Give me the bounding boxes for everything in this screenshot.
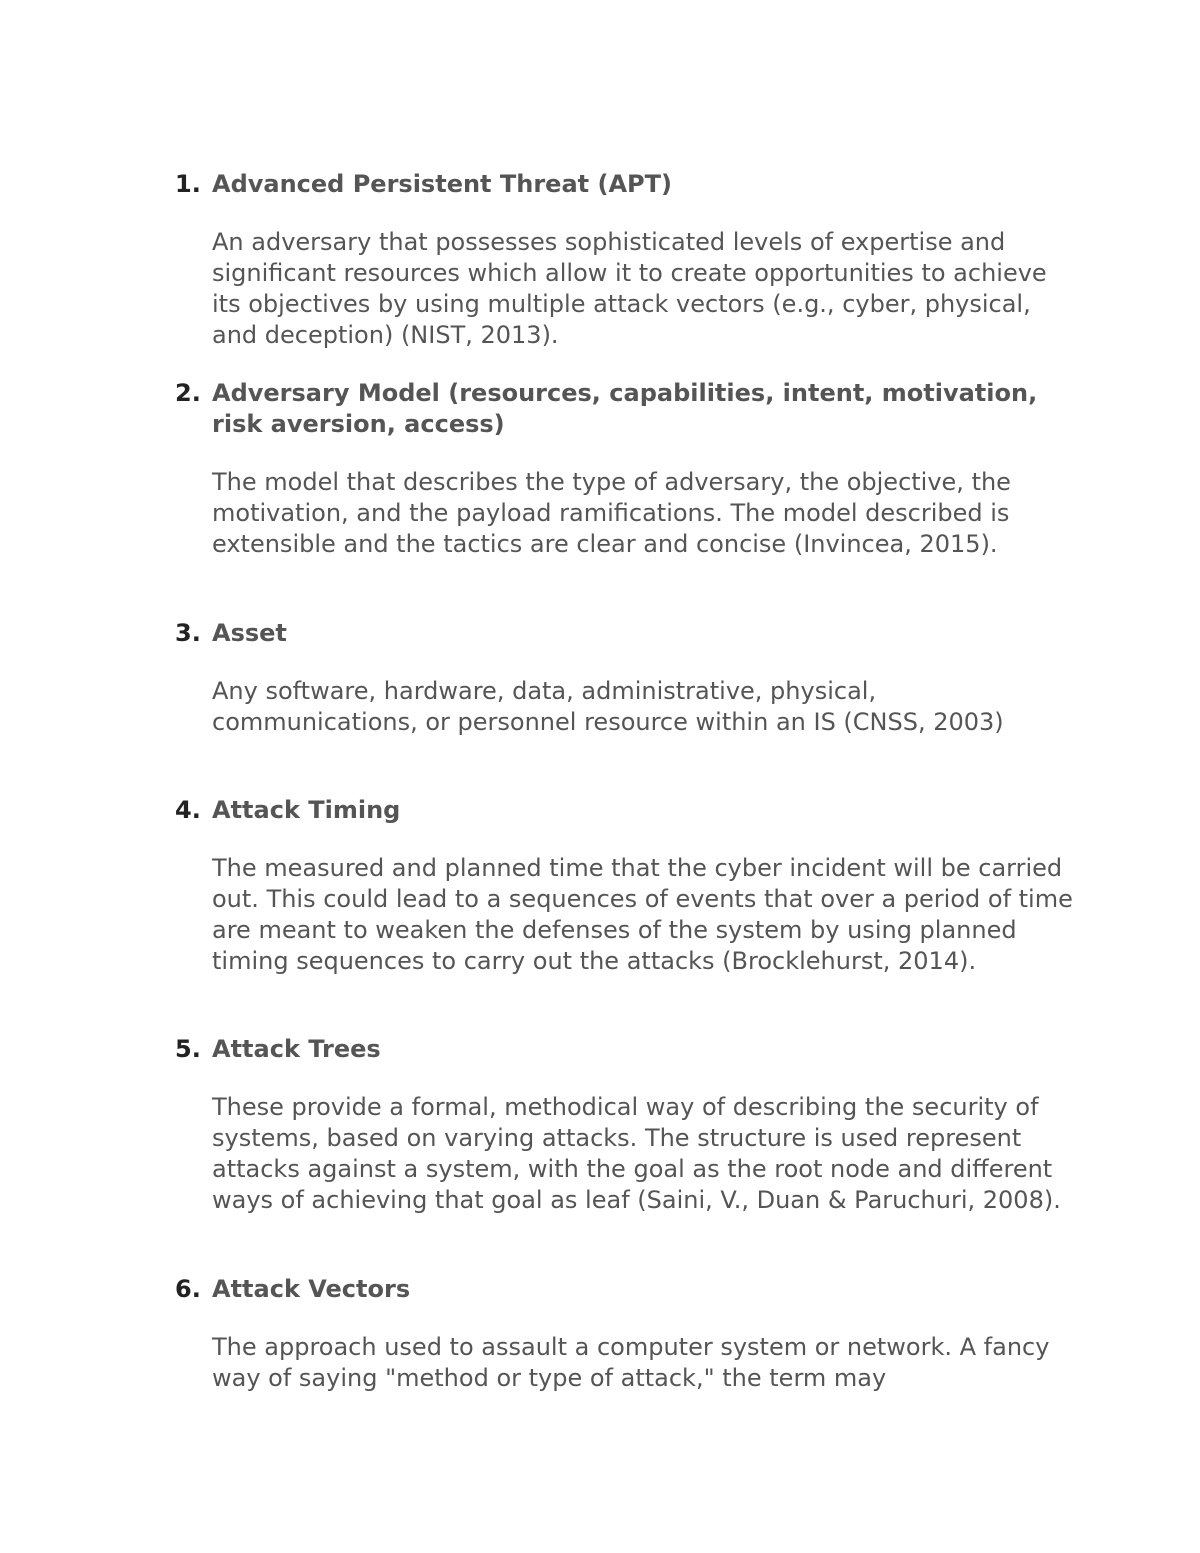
glossary-entry-attack-timing [175,795,1075,977]
entry-term: Advanced Persistent Threat (APT) [212,170,672,198]
entry-term: Attack Vectors [212,1275,411,1303]
entry-heading [175,378,1075,440]
entry-definition: The approach used to assault a computer system or network. A fancy way of saying "method or type of attack," the term may [212,1333,1050,1392]
glossary-entry-adversary-model [175,378,1075,560]
entry-heading [175,795,1075,826]
glossary-entry-attack-trees [175,1034,1075,1216]
glossary-entry-asset [175,618,1075,738]
entry-term: Asset [212,619,287,647]
entry-term: Adversary Model (resources, capabilities, intent, motivation, risk aversion, access) [212,379,1038,438]
entry-number: 3. [175,619,201,647]
entry-definition: These provide a formal, methodical way of describing the security of systems, based on varying attacks. The structure is used represent attacks against a system, with the goal as the root node and different ways of achieving that goal as leaf (Saini, V., Duan & Paruchuri, 2008). [212,1093,1061,1214]
entry-term: Attack Trees [212,1035,381,1063]
entry-definition: Any software, hardware, data, administrative, physical, communications, or personnel resource within an IS (CNSS, 2003) [212,677,1004,736]
entry-number: 4. [175,796,201,824]
glossary-entry-apt [175,169,1075,351]
entry-definition: An adversary that possesses sophisticated levels of expertise and significant resources which allow it to create opportunities to achieve its objectives by using multiple attack vectors (e.g., cyber, physical, and deception) (NIST, 2013). [212,228,1047,349]
entry-number: 5. [175,1035,201,1063]
entry-heading [175,1274,1075,1305]
entry-number: 1. [175,170,201,198]
entry-heading [175,1034,1075,1065]
entry-definition: The measured and planned time that the cyber incident will be carried out. This could lead to a sequences of events that over a period of time are meant to weaken the defenses of the system by using planned timing sequences to carry out the attacks (Brocklehurst, 2014). [212,854,1073,975]
entry-number: 2. [175,379,201,407]
entry-heading [175,618,1075,649]
entry-term: Attack Timing [212,796,401,824]
entry-number: 6. [175,1275,201,1303]
entry-heading [175,169,1075,200]
entry-definition: The model that describes the type of adversary, the objective, the motivation, and the payload ramifications. The model described is extensible and the tactics are clear and concise (Invincea, 2015). [212,468,1011,558]
glossary-entry-attack-vectors [175,1274,1075,1394]
